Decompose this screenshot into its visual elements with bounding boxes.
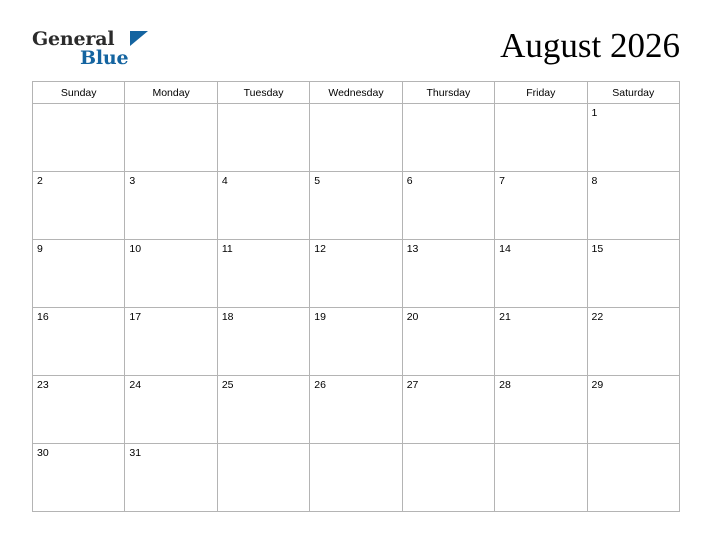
weekday-header-saturday: Saturday <box>587 82 679 104</box>
day-number: 2 <box>37 175 43 187</box>
calendar-day-cell[interactable] <box>217 376 309 444</box>
calendar-week-row <box>33 444 680 512</box>
month-calendar <box>32 81 680 512</box>
calendar-day-cell[interactable] <box>495 444 587 512</box>
calendar-week-row <box>33 240 680 308</box>
calendar-day-cell[interactable] <box>125 172 217 240</box>
day-number: 17 <box>129 311 142 323</box>
weekday-header-friday: Friday <box>495 82 587 104</box>
calendar-day-cell[interactable] <box>310 172 402 240</box>
logo-text-general: General <box>32 28 115 50</box>
calendar-day-cell[interactable] <box>402 308 494 376</box>
day-number: 10 <box>129 243 142 255</box>
day-number: 20 <box>406 311 419 323</box>
day-number: 9 <box>37 243 43 255</box>
day-number: 27 <box>406 379 419 391</box>
calendar-day-cell[interactable] <box>587 240 679 308</box>
day-number: 11 <box>221 243 233 255</box>
calendar-day-cell[interactable] <box>217 308 309 376</box>
weekday-header-tuesday: Tuesday <box>217 82 309 104</box>
calendar-day-cell[interactable] <box>33 376 125 444</box>
general-blue-logo[interactable] <box>32 28 192 72</box>
calendar-day-cell[interactable] <box>310 308 402 376</box>
day-number: 3 <box>129 175 136 187</box>
calendar-day-cell[interactable] <box>125 444 217 512</box>
calendar-day-cell[interactable] <box>310 444 402 512</box>
day-number: 7 <box>499 175 505 187</box>
calendar-day-cell[interactable] <box>587 444 679 512</box>
calendar-day-cell[interactable] <box>495 308 587 376</box>
weekday-header-thursday: Thursday <box>402 82 494 104</box>
weekday-header-sunday: Sunday <box>33 82 125 104</box>
day-number: 25 <box>221 379 234 391</box>
triangle-icon <box>130 31 148 46</box>
day-number: 21 <box>499 311 511 323</box>
calendar-day-cell[interactable] <box>495 104 587 172</box>
calendar-day-cell[interactable] <box>587 172 679 240</box>
calendar-day-cell[interactable] <box>217 172 309 240</box>
calendar-day-cell[interactable] <box>310 240 402 308</box>
calendar-day-cell[interactable] <box>495 376 587 444</box>
day-number: 4 <box>221 175 228 187</box>
calendar-week-row <box>33 376 680 444</box>
day-number: 14 <box>499 243 511 255</box>
weekday-header-wednesday: Wednesday <box>310 82 402 104</box>
calendar-day-cell[interactable] <box>125 240 217 308</box>
calendar-day-cell[interactable] <box>217 444 309 512</box>
calendar-day-cell[interactable] <box>310 104 402 172</box>
calendar-day-cell[interactable] <box>402 240 494 308</box>
calendar-day-cell[interactable] <box>310 376 402 444</box>
calendar-day-cell[interactable] <box>125 376 217 444</box>
page-title: August 2026 <box>500 26 680 65</box>
day-number: 29 <box>591 379 604 391</box>
page-header <box>32 24 680 72</box>
weekday-header-row <box>33 82 680 104</box>
calendar-day-cell[interactable] <box>33 172 125 240</box>
day-number: 15 <box>591 243 604 255</box>
calendar-day-cell[interactable] <box>33 308 125 376</box>
calendar-week-row <box>33 308 680 376</box>
day-number: 30 <box>37 447 49 459</box>
calendar-day-cell[interactable] <box>402 376 494 444</box>
day-number: 16 <box>37 311 49 323</box>
day-number: 13 <box>406 243 419 255</box>
day-number: 22 <box>591 311 604 323</box>
day-number: 26 <box>314 379 326 391</box>
calendar-day-cell[interactable] <box>217 104 309 172</box>
logo-text-blue: Blue <box>80 47 129 69</box>
day-number: 8 <box>591 175 598 187</box>
day-number: 28 <box>499 379 511 391</box>
calendar-day-cell[interactable] <box>495 172 587 240</box>
calendar-day-cell[interactable] <box>33 240 125 308</box>
calendar-day-cell[interactable] <box>587 104 679 172</box>
day-number: 5 <box>314 175 321 187</box>
day-number: 23 <box>37 379 49 391</box>
weekday-header-monday: Monday <box>125 82 217 104</box>
calendar-week-row <box>33 104 680 172</box>
calendar-day-cell[interactable] <box>495 240 587 308</box>
calendar-day-cell[interactable] <box>125 104 217 172</box>
calendar-day-cell[interactable] <box>125 308 217 376</box>
day-number: 31 <box>129 447 142 459</box>
day-number: 18 <box>221 311 234 323</box>
calendar-day-cell[interactable] <box>33 444 125 512</box>
calendar-day-cell[interactable] <box>587 308 679 376</box>
day-number: 19 <box>314 311 326 323</box>
day-number: 24 <box>129 379 142 391</box>
day-number: 12 <box>314 243 326 255</box>
calendar-day-cell[interactable] <box>33 104 125 172</box>
calendar-day-cell[interactable] <box>402 104 494 172</box>
calendar-day-cell[interactable] <box>402 444 494 512</box>
day-number: 1 <box>591 107 598 119</box>
calendar-week-row <box>33 172 680 240</box>
calendar-day-cell[interactable] <box>402 172 494 240</box>
calendar-day-cell[interactable] <box>217 240 309 308</box>
calendar-day-cell[interactable] <box>587 376 679 444</box>
day-number: 6 <box>406 175 413 187</box>
